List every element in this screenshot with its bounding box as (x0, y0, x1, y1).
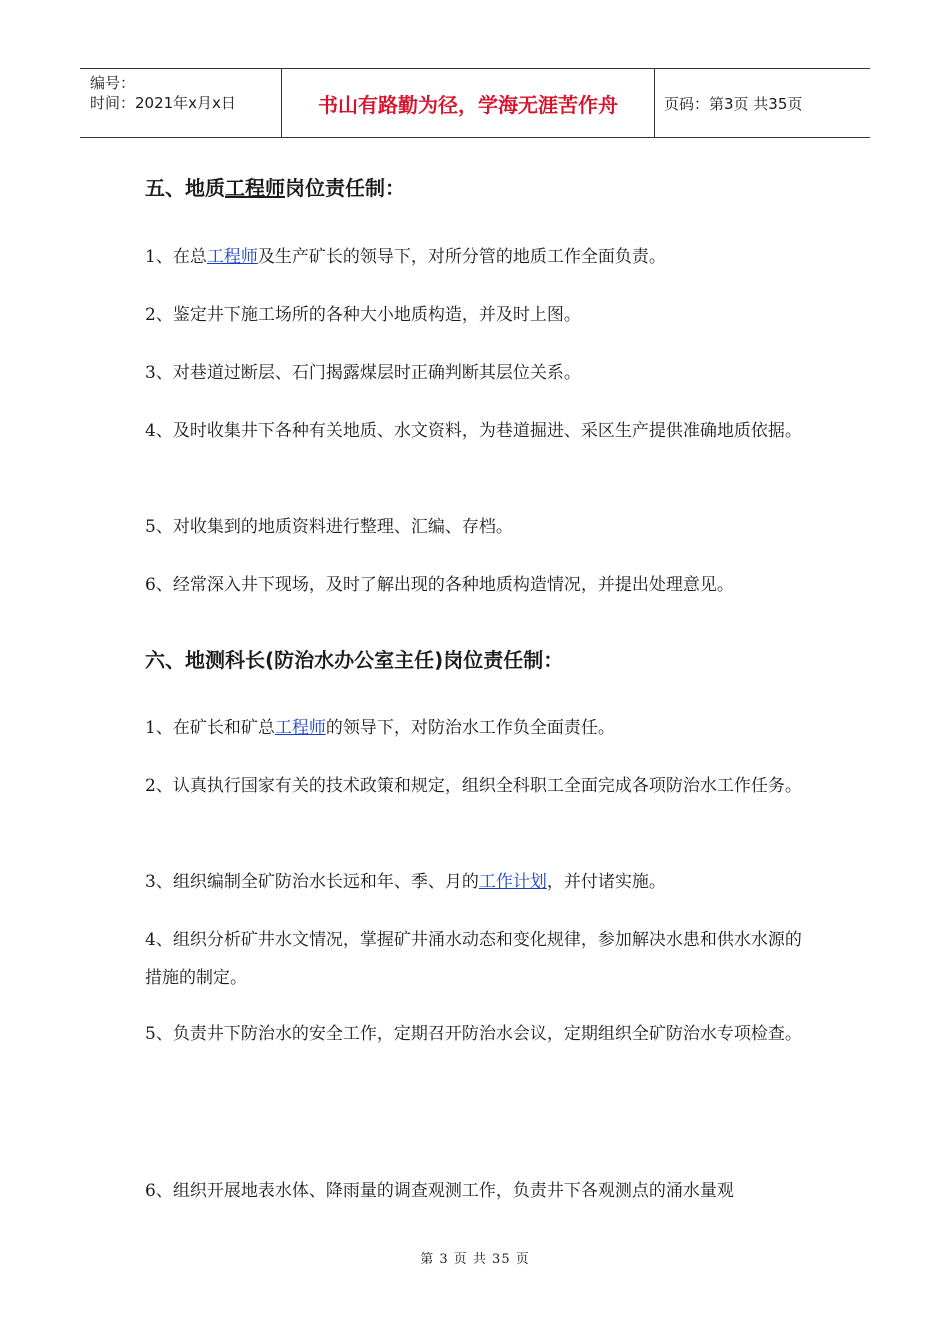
section-5-title: 五、地质工程师岗位责任制： (145, 176, 405, 200)
s6-item-4: 4、组织分析矿井水文情况，掌握矿井涌水动态和变化规律，参加解决水患和供水水源的措施的制定。 (145, 930, 802, 988)
doc-date-label: 时间：2021年x月x日 (90, 94, 236, 112)
section-5-title-underlined: 工程师 (225, 176, 285, 200)
s6-item-6: 6、组织开展地表水体、降雨量的调查观测工作，负责井下各观测点的涌水量观 (145, 1181, 734, 1201)
header-meta (80, 69, 280, 141)
page-footer: 第 3 页 共 35 页 (420, 1252, 530, 1267)
section-6-title: 六、地测科长(防治水办公室主任)岗位责任制： (145, 648, 564, 672)
work-plan-link[interactable]: 工作计划 (478, 872, 547, 892)
header-page-info: 页码：第3页 共35页 (664, 94, 803, 113)
s5-item-2: 2、鉴定井下施工场所的各种大小地质构造，并及时上图。 (145, 305, 581, 325)
s5-item-4: 4、及时收集井下各种有关地质、水文资料，为巷道掘进、采区生产提供准确地质依据。 (145, 421, 802, 441)
s6-item-2: 2、认真执行国家有关的技术政策和规定，组织全科职工全面完成各项防治水工作任务。 (145, 776, 802, 796)
s5-item-6: 6、经常深入井下现场，及时了解出现的各种地质构造情况，并提出处理意见。 (145, 575, 734, 595)
page-header (80, 68, 870, 138)
s6-item-3: 3、组织编制全矿防治水长远和年、季、月的工作计划，并付诸实施。 (145, 872, 666, 892)
chief-engineer-link[interactable]: 工程师 (274, 718, 326, 738)
s6-item-1: 1、在矿长和矿总工程师的领导下，对防治水工作负全面责任。 (145, 718, 615, 738)
engineer-link[interactable]: 工程师 (206, 247, 258, 267)
s5-item-1: 1、在总工程师及生产矿长的领导下，对所分管的地质工作全面负责。 (145, 247, 666, 267)
doc-code-label: 编号： (90, 74, 136, 92)
s6-item-5: 5、负责井下防治水的安全工作，定期召开防治水会议，定期组织全矿防治水专项检查。 (145, 1024, 802, 1044)
s5-item-5: 5、对收集到的地质资料进行整理、汇编、存档。 (145, 517, 513, 537)
s5-item-3: 3、对巷道过断层、石门揭露煤层时正确判断其层位关系。 (145, 363, 581, 383)
header-motto: 书山有路勤为径，学海无涯苦作舟 (281, 69, 655, 137)
